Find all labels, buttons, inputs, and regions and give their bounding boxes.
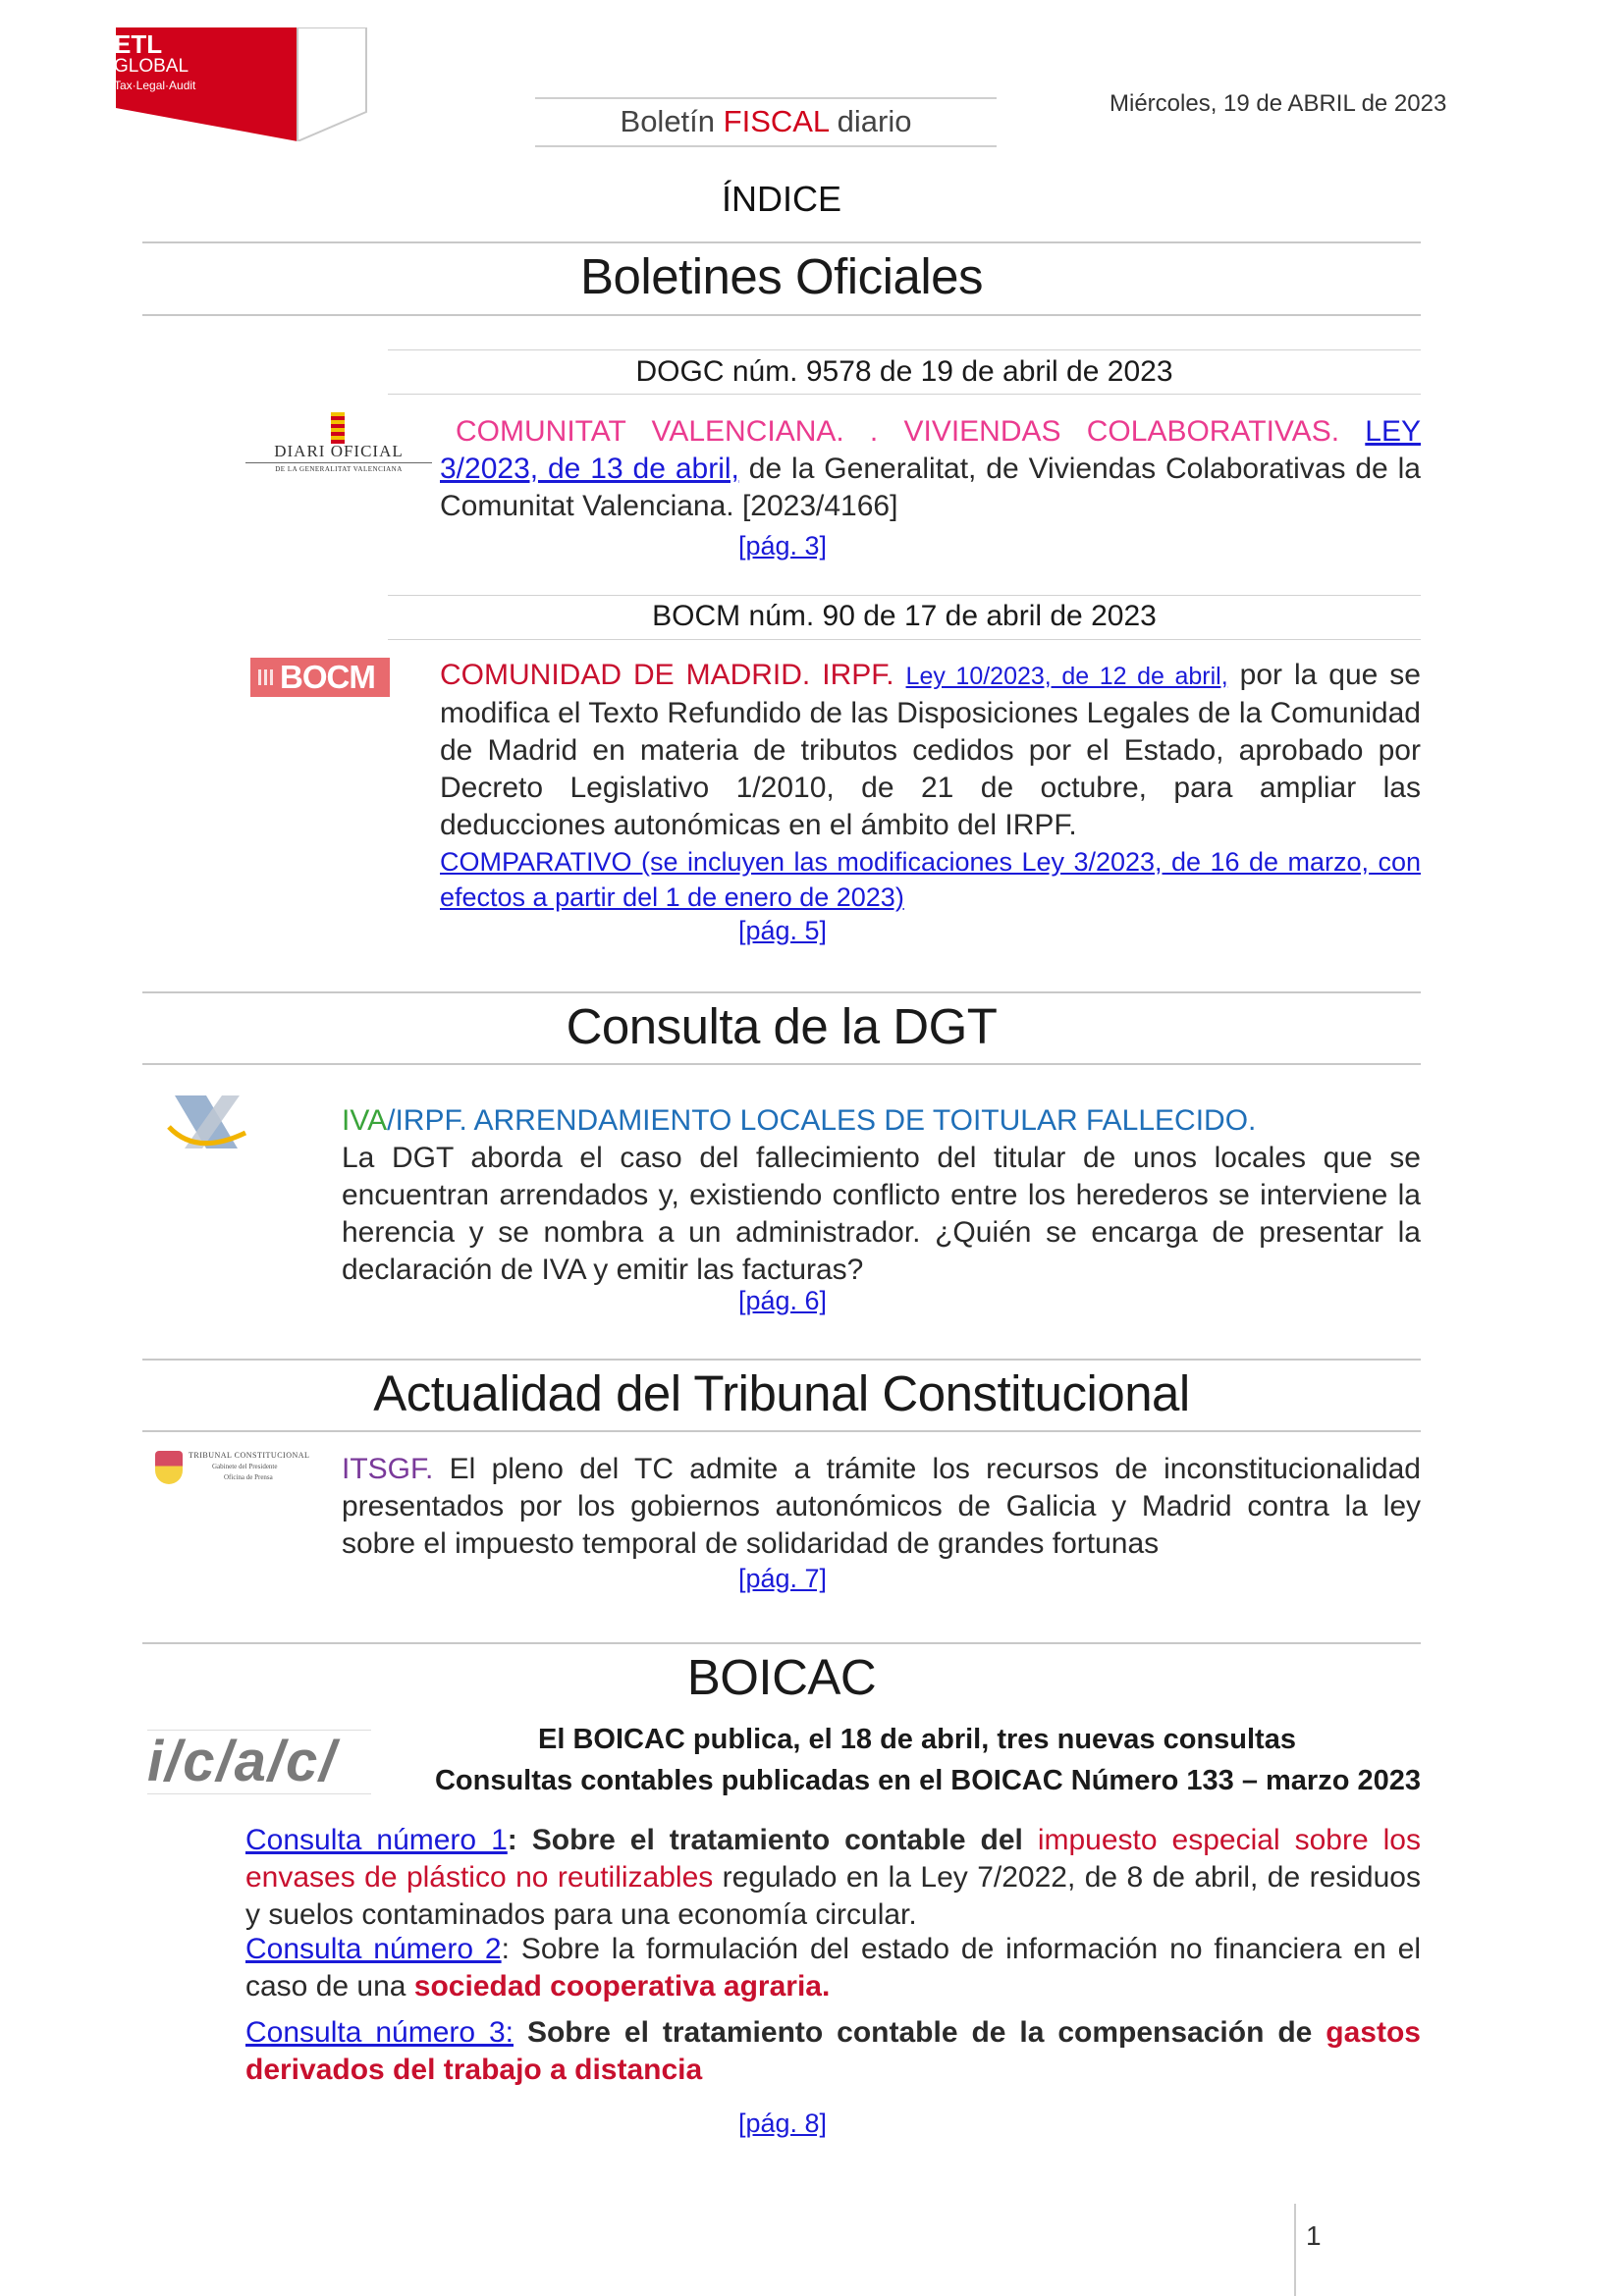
- bocm-logo-text: BOCM: [280, 659, 375, 695]
- aeat-logo-icon: [167, 1088, 249, 1156]
- bulletin-highlight: FISCAL: [723, 104, 830, 138]
- footer-separator: [1294, 2204, 1296, 2296]
- divider: [388, 394, 1421, 395]
- tc-topic: ITSGF.: [342, 1453, 434, 1485]
- bocm-comparativo: [440, 844, 1421, 915]
- consulta-2-link[interactable]: Consulta número 2: [245, 1933, 502, 1965]
- dgt-topic-rest: /IRPF. ARRENDAMIENTO LOCALES DE TOITULAR FALLECIDO.: [387, 1104, 1257, 1137]
- dogc-law-link[interactable]: LEY 3/2023, de 13 de abril,: [440, 415, 1421, 485]
- divider: [388, 349, 1421, 350]
- consulta-1-link[interactable]: Consulta número 1: [245, 1824, 508, 1856]
- divider: [142, 1430, 1421, 1432]
- logo-global-text: GLOBAL: [114, 56, 189, 77]
- consulta-2-highlight: sociedad cooperativa agraria.: [413, 1970, 831, 2002]
- dgt-page-link[interactable]: [pág. 6]: [737, 1286, 828, 1315]
- logo-tagline-text: Tax·Legal·Audit: [114, 79, 196, 92]
- bulletin-title: [535, 104, 997, 139]
- divider: [142, 241, 1421, 243]
- tc-logo-line2: Gabinete del Presidente: [212, 1463, 278, 1470]
- dogc-page-link[interactable]: [pág. 3]: [737, 531, 828, 561]
- bulletin-suffix: diario: [829, 104, 912, 138]
- bocm-topic: COMUNIDAD DE MADRID. IRPF.: [440, 659, 894, 691]
- boicac-consulta-2: [245, 1931, 1421, 2005]
- consulta-1-text-a: : Sobre el tratamiento contable del: [507, 1824, 1038, 1856]
- page-number: 1: [1306, 2220, 1322, 2251]
- bocm-logo: [250, 658, 390, 697]
- dogc-text: de la Generalitat, de Viviendas Colaborativas de la Comunitat Valenciana. [2023/4166]: [440, 453, 1421, 522]
- divider: [388, 595, 1421, 596]
- dgt-topic-iva: IVA: [342, 1104, 388, 1137]
- bocm-law-link[interactable]: Ley 10/2023, de 12 de abril,: [905, 663, 1228, 690]
- spain-coat-of-arms-icon: [155, 1451, 183, 1484]
- bocm-comparativo-link[interactable]: COMPARATIVO (se incluyen las modificaciones Ley 3/2023, de 16 de marzo, con efectos a partir del 1 de enero de 2023): [440, 847, 1421, 912]
- section-title-boletines: Boletines Oficiales: [579, 248, 984, 304]
- bocm-page-link[interactable]: [pág. 5]: [737, 916, 828, 945]
- dgt-topic: [342, 1102, 1421, 1140]
- header-date: Miércoles, 19 de ABRIL de 2023: [1110, 90, 1447, 117]
- dgt-text: La DGT aborda el caso del fallecimiento del titular de unos locales que se encuentran arrendados y, existiendo conflicto entre los herederos se interviene la herencia y se nombra a un administrador. ¿Quién se encarga de presentar la declaración de IVA y emitir las facturas?: [342, 1142, 1421, 1286]
- section-title-tc: Actualidad del Tribunal Constitucional: [373, 1365, 1190, 1421]
- index-title: ÍNDICE: [721, 179, 841, 219]
- boicac-consulta-1: [245, 1822, 1421, 1934]
- section-title-boicac: BOICAC: [686, 1649, 877, 1705]
- consulta-3-highlight: gastos derivados del trabajo a distancia: [245, 2016, 1421, 2086]
- tc-text: El pleno del TC admite a trámite los recursos de inconstitucionalidad presentados por los gobiernos autonómicos de Galicia y Madrid contra la ley sobre el impuesto temporal de solidaridad de grandes fortunas: [342, 1453, 1421, 1560]
- dogc-logo: [245, 412, 432, 479]
- section-title-dgt: Consulta de la DGT: [566, 998, 998, 1054]
- dogc-logo-title: DIARI OFICIAL: [274, 442, 404, 460]
- bulletin-title-top-rule: [535, 97, 997, 99]
- dogc-entry-text: [440, 413, 1421, 525]
- boicac-consulta-3: [245, 2014, 1421, 2089]
- bocm-entry-text: [440, 657, 1421, 844]
- divider: [142, 1359, 1421, 1361]
- tc-page-link[interactable]: [pág. 7]: [737, 1564, 828, 1593]
- bocm-heading: BOCM núm. 90 de 17 de abril de 2023: [652, 600, 1157, 632]
- dogc-topic: COMUNITAT VALENCIANA. . VIVIENDAS COLABORATIVAS.: [456, 415, 1340, 448]
- boicac-line1: El BOICAC publica, el 18 de abril, tres nuevas consultas: [538, 1724, 1296, 1755]
- divider: [142, 1063, 1421, 1065]
- bulletin-prefix: Boletín: [620, 104, 724, 138]
- bocm-grid-icon: [258, 669, 276, 685]
- consulta-2-text: : Sobre la formulación del estado de información no financiera en el caso de una: [245, 1933, 1421, 2002]
- boicac-line2: Consultas contables publicadas en el BOICAC Número 133 – marzo 2023: [434, 1765, 1421, 1796]
- boicac-page-link[interactable]: [pág. 8]: [737, 2109, 828, 2138]
- etl-global-logo: [106, 27, 371, 141]
- dogc-heading: DOGC núm. 9578 de 19 de abril de 2023: [635, 355, 1173, 388]
- consulta-3-link[interactable]: Consulta número 3:: [245, 2016, 514, 2049]
- tc-logo-line3: Oficina de Prensa: [224, 1473, 273, 1481]
- divider: [142, 1642, 1421, 1644]
- tc-entry-text: [342, 1451, 1421, 1563]
- tc-logo: [153, 1449, 310, 1488]
- consulta-1-highlight: impuesto especial sobre los envases de plástico no reutilizables: [245, 1824, 1421, 1894]
- icac-logo: i/c/a/c/: [147, 1730, 371, 1794]
- divider: [388, 639, 1421, 640]
- divider: [142, 314, 1421, 316]
- bulletin-title-bottom-rule: [535, 145, 997, 147]
- divider: [142, 991, 1421, 993]
- dogc-emblem-icon: [331, 412, 345, 444]
- consulta-3-text: Sobre el tratamiento contable de la compensación de: [514, 2016, 1326, 2049]
- bocm-text: por la que se modifica el Texto Refundido de las Disposiciones Legales de la Comunidad de Madrid en materia de tributos cedidos por el Estado, aprobado por Decreto Legislativo 1/2010, de 21 de octubre, para ampliar las deducciones autonómicas en el ámbito del IRPF.: [440, 659, 1421, 841]
- logo-etl-text: ETL: [114, 29, 163, 59]
- consulta-1-text-b: regulado en la Ley 7/2022, de 8 de abril, de residuos y suelos contaminados para una economía circular.: [245, 1861, 1421, 1931]
- tc-logo-line1: TRIBUNAL CONSTITUCIONAL: [189, 1451, 310, 1460]
- dogc-logo-subtitle: DE LA GENERALITAT VALENCIANA: [275, 465, 403, 473]
